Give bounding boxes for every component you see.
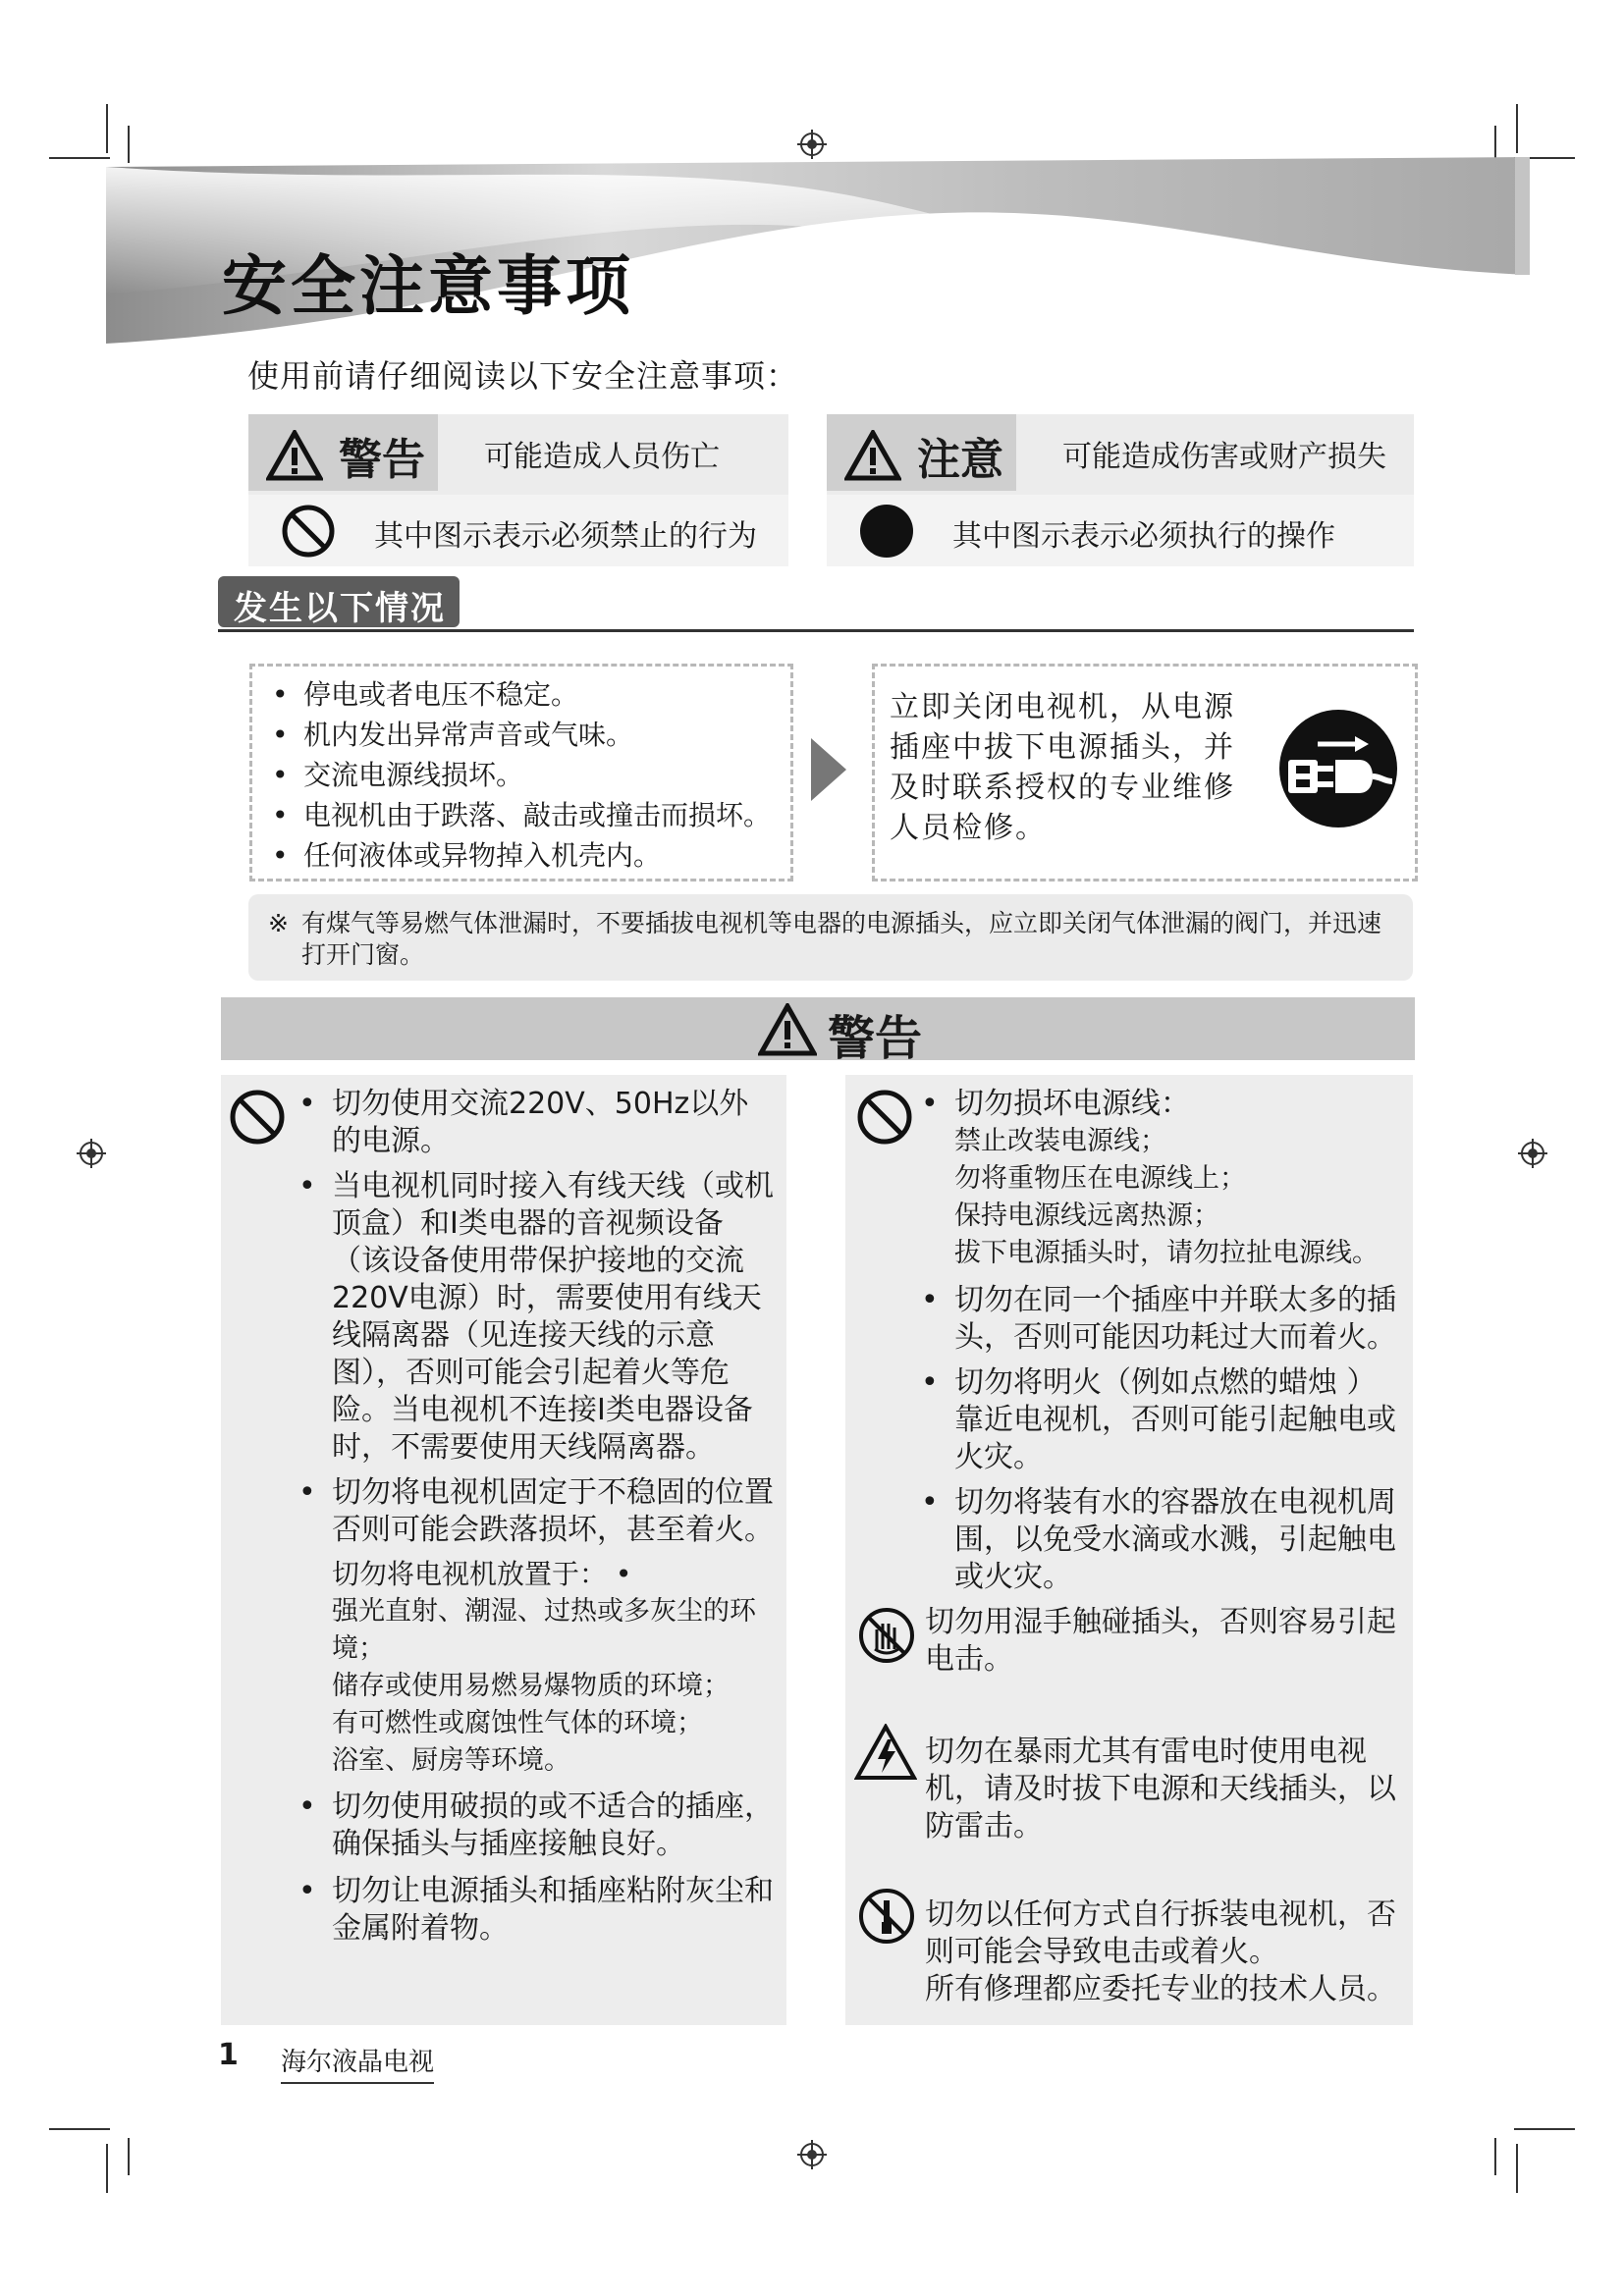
right-item-text: 切勿将装有水的容器放在电视机周围，以免受水滴或水溅，引起触电或火灾。: [954, 1485, 1396, 1594]
condition-item: • 电视机由于跌落、敲击或撞击而损坏。: [260, 795, 781, 835]
cord-sub: 拔下电源插头时，请勿拉扯电源线。: [954, 1238, 1379, 1268]
registration-mark-icon: [1518, 1139, 1547, 1168]
warning-tag: [248, 414, 438, 491]
left-item: • 切勿让电源插头和插座粘附灰尘和金属附着物。: [298, 1874, 774, 1946]
condition-item: • 机内发出异常声音或气味。: [260, 715, 781, 755]
arrow-right-icon: [811, 738, 846, 801]
placement-intro: 切勿将电视机放置于：: [332, 1558, 608, 1590]
crop-mark: [128, 2138, 130, 2175]
registration-mark-icon: [797, 130, 827, 159]
disassembly-text: [925, 1896, 1396, 2008]
thunder-text: 切勿在暴雨尤其有雷电时使用电视机，请及时拔下电源和天线插头，以防雷击。: [925, 1735, 1396, 1843]
mandatory-desc: 其中图示表示必须执行的操作: [952, 519, 1335, 554]
crop-mark: [49, 2128, 110, 2130]
warning-triangle-icon: [758, 1003, 817, 1056]
section-heading: [218, 576, 460, 627]
cord-sub: 保持电源线远离热源；: [954, 1201, 1219, 1231]
mandatory-action-icon: [858, 503, 915, 560]
lightning-warning-icon: [854, 1724, 917, 1781]
placement-sub: 强光直射、潮湿、过热或多灰尘的环境；: [332, 1596, 756, 1664]
caution-label: 注意: [917, 435, 1003, 485]
footer-brand: 海尔液晶电视: [281, 2042, 434, 2084]
right-item: • 切勿将明火（例如点燃的蜡烛 ）靠近电视机，否则可能引起触电或火灾。: [921, 1365, 1396, 1474]
left-item: • 当电视机同时接入有线天线（或机顶盒）和I类电器的音视频设备（该设备使用带保护接地的交流 220V电源）时，需要使用有线天线隔离器（见连接天线的示意图），否则可能会引起着火等危险。当电视机不连接I类电器设备时，不需要使用天线隔离器。: [298, 1169, 774, 1465]
note-mark: ※: [268, 909, 289, 937]
section-rule: [218, 629, 1414, 632]
page-title: 安全注意事项: [222, 248, 634, 324]
left-item: • 切勿将电视机固定于不稳固的位置否则可能会跌落损坏，甚至着火。: [298, 1475, 774, 1547]
warning-triangle-icon: [844, 430, 901, 481]
no-disassembly-icon: [857, 1887, 916, 1946]
crop-mark: [1516, 104, 1518, 153]
crop-mark: [106, 2144, 108, 2193]
left-item-text: 切勿使用交流220V、50Hz以外的电源。: [332, 1087, 749, 1158]
intro-text: 使用前请仔细阅读以下安全注意事项：: [247, 357, 799, 395]
legend-prohibit-row: [248, 495, 788, 566]
left-item-text: 当电视机同时接入有线天线（或机顶盒）和I类电器的音视频设备（该设备使用带保护接地的交流 220V电源）时，需要使用有线天线隔离器（见连接天线的示意图），否则可能会引起着火等危险。当电视机不连接I类电器设备时，不需要使用天线隔离器。: [332, 1169, 774, 1465]
prohibit-desc: 其中图示表示必须禁止的行为: [374, 519, 757, 554]
no-wet-hands-icon: [857, 1606, 916, 1665]
crop-mark: [1494, 2138, 1496, 2175]
unplug-icon: [1278, 709, 1398, 828]
right-item: • 切勿将装有水的容器放在电视机周围，以免受水滴或水溅，引起触电或火灾。: [921, 1485, 1396, 1594]
placement-bullet: •: [615, 1558, 632, 1590]
warning-label: 警告: [339, 435, 425, 485]
left-item-text: 切勿让电源插头和插座粘附灰尘和金属附着物。: [332, 1874, 774, 1946]
caution-tag: [827, 414, 1016, 491]
warning-triangle-icon: [266, 430, 323, 481]
cord-sub: 勿将重物压在电源线上；: [954, 1163, 1246, 1194]
placement-sub: 浴室、厨房等环境。: [332, 1745, 570, 1776]
cord-title: 切勿损坏电源线：: [954, 1087, 1190, 1121]
left-item: • 切勿使用交流220V、50Hz以外的电源。: [332, 1086, 774, 1160]
warning-banner-title: 警告: [828, 1011, 923, 1066]
wet-hands-text: 切勿用湿手触碰插头，否则容易引起电击。: [925, 1605, 1396, 1677]
registration-mark-icon: [77, 1139, 106, 1168]
crop-mark: [1514, 2128, 1575, 2130]
legend-caution: [827, 414, 1414, 566]
disassembly-line: 切勿以任何方式自行拆装电视机，否则可能会导致电击或着火。: [925, 1897, 1396, 1969]
left-item-text: 切勿将电视机固定于不稳固的位置否则可能会跌落损坏，甚至着火。: [332, 1475, 774, 1547]
prohibition-icon: [855, 1088, 914, 1147]
right-item: • 切勿在同一个插座中并联太多的插头，否则可能因功耗过大而着火。: [921, 1283, 1396, 1355]
right-item-text: 切勿将明火（例如点燃的蜡烛 ）靠近电视机，否则可能引起触电或火灾。: [954, 1365, 1396, 1474]
left-item: • 切勿使用破损的或不适合的插座，确保插头与插座接触良好。: [298, 1789, 774, 1861]
disassembly-line: 所有修理都应委托专业的技术人员。: [925, 1972, 1396, 2006]
registration-mark-icon: [797, 2140, 827, 2169]
placement-sub: 有可燃性或腐蚀性气体的环境；: [332, 1708, 703, 1738]
right-item-cord: • 切勿损坏电源线： 禁止改装电源线； 勿将重物压在电源线上； 保持电源线远离热源； 拔下电源插头时，请勿拉扯电源线。: [954, 1086, 1396, 1272]
section-heading-text: 发生以下情况: [234, 589, 446, 628]
prohibition-icon: [280, 503, 337, 560]
placement-sub: 储存或使用易燃易爆物质的环境；: [332, 1671, 730, 1701]
left-item-placement: [332, 1556, 774, 1780]
warning-banner: [221, 997, 1415, 1066]
prohibition-icon: [228, 1088, 287, 1147]
legend-warning: [248, 414, 788, 566]
note-text: 有煤气等易燃气体泄漏时，不要插拔电视机等电器的电源插头，应立即关闭气体泄漏的阀门，并迅速打开门窗。: [301, 909, 1382, 969]
action-text: 立即关闭电视机，从电源插座中拔下电源插头，并及时联系授权的专业维修人员检修。: [890, 690, 1235, 845]
left-item-text: 切勿使用破损的或不适合的插座，确保插头与插座接触良好。: [332, 1789, 774, 1861]
right-item-text: 切勿在同一个插座中并联太多的插头，否则可能因功耗过大而着火。: [954, 1283, 1396, 1355]
page-number: 1: [218, 2038, 239, 2072]
condition-item: • 交流电源线损坏。: [260, 755, 781, 795]
crop-mark: [106, 104, 108, 153]
condition-item: • 任何液体或异物掉入机壳内。: [260, 835, 781, 876]
legend-mandatory-row: [827, 495, 1414, 566]
conditions-box: [249, 664, 793, 881]
warning-desc: 可能造成人员伤亡: [484, 440, 720, 474]
crop-mark: [1516, 2144, 1518, 2193]
gas-note: [248, 894, 1413, 981]
caution-desc: 可能造成伤害或财产损失: [1062, 440, 1386, 474]
crop-mark: [49, 157, 110, 159]
cord-sub: 禁止改装电源线；: [954, 1126, 1166, 1156]
condition-item: • 停电或者电压不稳定。: [260, 674, 781, 715]
